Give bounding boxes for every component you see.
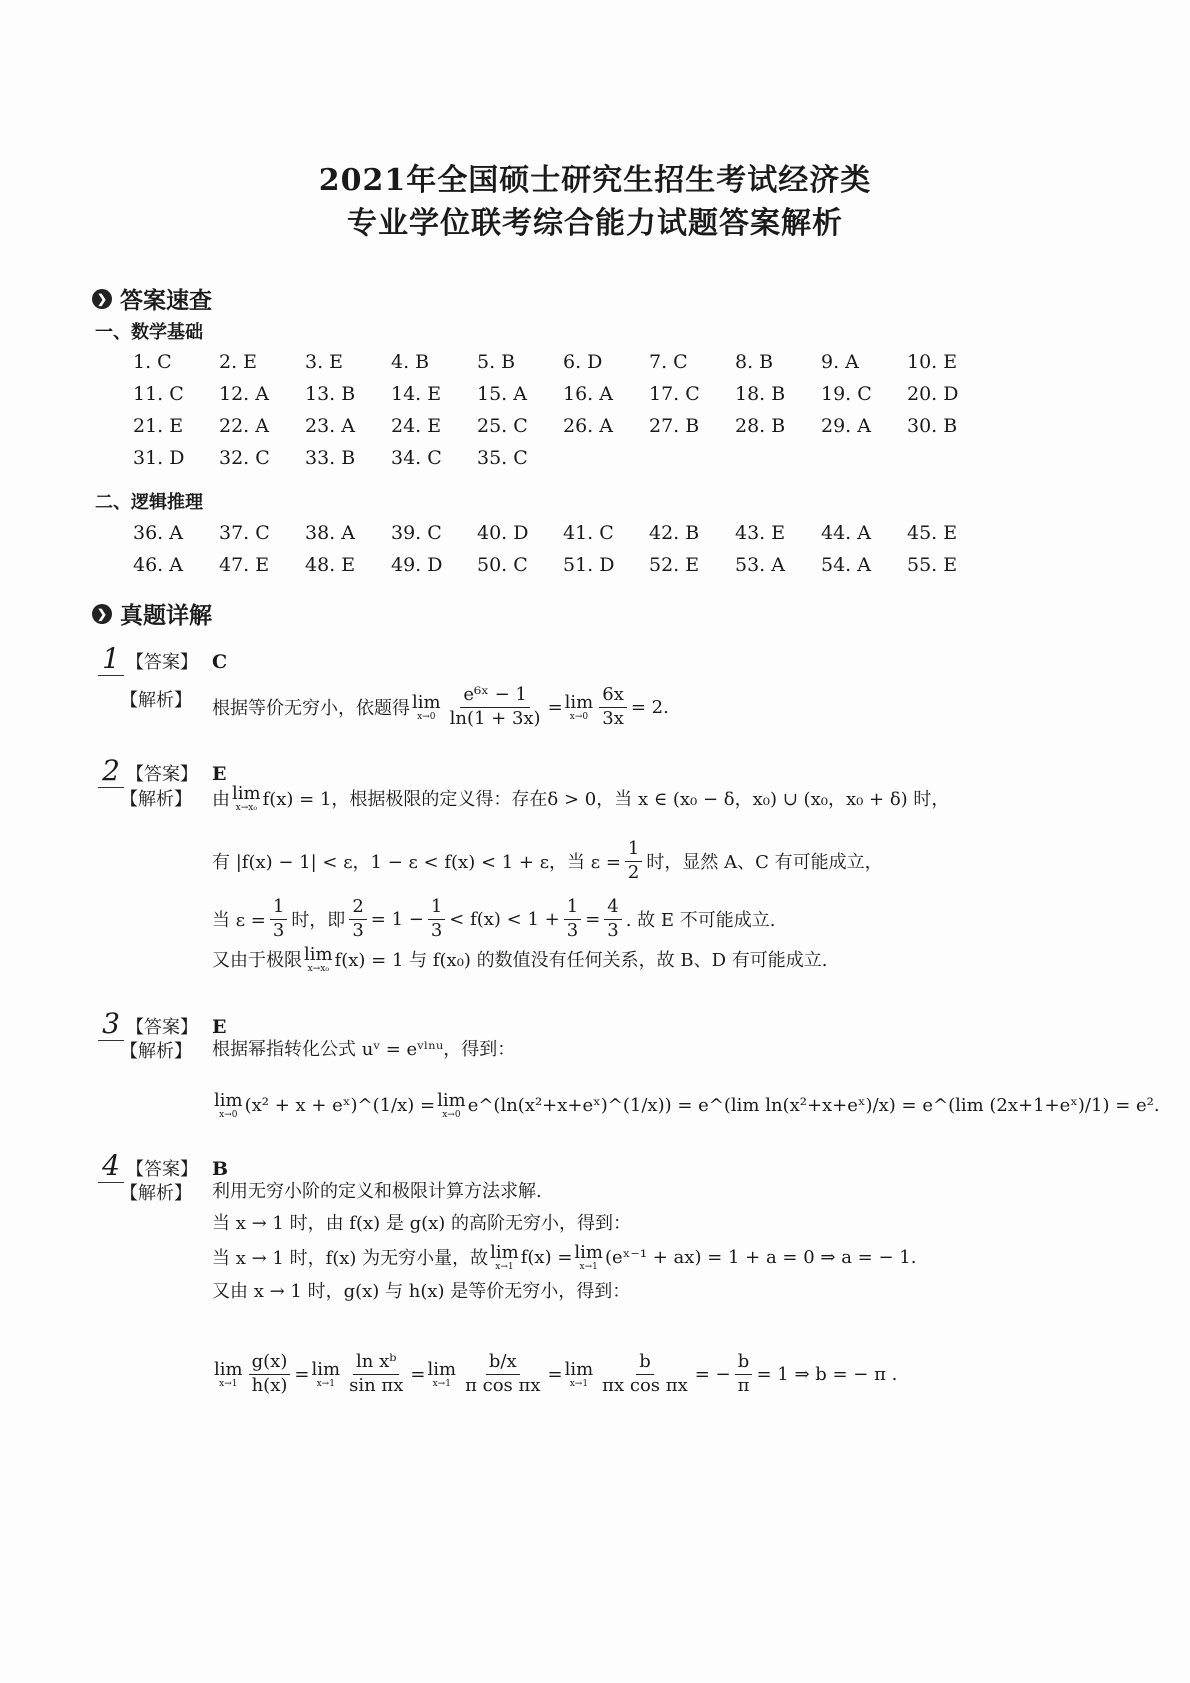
numerator: 1 [428, 896, 445, 920]
lim-word: lim [574, 1242, 604, 1263]
question-number: 2 [98, 754, 124, 788]
answer-item: 47. E [219, 554, 270, 576]
analysis-line [212, 1277, 630, 1303]
analysis-tag: 【解析】 [120, 1183, 192, 1204]
answer-item: 44. A [821, 522, 871, 544]
lim-word: lim [412, 692, 441, 713]
answer-item: 17. C [649, 383, 700, 405]
limit-operator [565, 1359, 594, 1389]
lim-subscript: x→0 [219, 1110, 238, 1120]
limit-operator [427, 1359, 456, 1389]
answer-value: B [212, 1158, 229, 1180]
denominator: 3 [607, 919, 619, 941]
answer-item: 2. E [219, 351, 258, 373]
text-run: 时，显然 A、C 有可能成立， [646, 852, 883, 873]
answer-item: 36. A [133, 522, 183, 544]
question-number: 1 [98, 642, 124, 676]
text-run: = − [694, 1363, 731, 1385]
answer-item: 21. E [133, 415, 184, 437]
text-run: 根据等价无穷小，依题得 [212, 698, 410, 719]
limit-operator [437, 1090, 466, 1120]
question-number: 4 [98, 1149, 124, 1183]
text-run: . 故 E 不可能成立. [625, 910, 776, 931]
answer-item: 24. E [391, 415, 442, 437]
text-run: 利用无穷小阶的定义和极限计算方法求解. [212, 1181, 542, 1202]
logic-answer-grid [133, 522, 993, 576]
heading-text: 答案速查 [120, 287, 212, 314]
fraction [604, 896, 621, 942]
text-run: 时，即 [291, 910, 346, 931]
analysis-tag: 【解析】 [120, 690, 192, 711]
text-run: = [585, 908, 601, 930]
text-run: = [547, 1363, 563, 1385]
answer-item: 27. B [649, 415, 700, 437]
question-answer-header [98, 754, 226, 788]
limit-operator [214, 1090, 243, 1120]
fraction [599, 1351, 691, 1397]
answer-item: 15. A [477, 383, 527, 405]
answer-item: 26. A [563, 415, 613, 437]
answer-tag: 【答案】 [126, 652, 198, 673]
analysis-line [212, 944, 828, 974]
question-answer-header [98, 1149, 228, 1183]
answer-item: 37. C [219, 522, 270, 544]
fraction [564, 896, 581, 942]
text-run: 根据幂指转化公式 uᵛ = eᵛˡⁿᵘ，得到： [212, 1039, 516, 1060]
answer-item: 48. E [305, 554, 356, 576]
answer-item: 43. E [735, 522, 786, 544]
lim-subscript: x→1 [432, 1379, 451, 1389]
text-run: = [547, 696, 563, 718]
analysis-line [212, 684, 669, 730]
fraction [447, 684, 544, 730]
answer-item: 23. A [305, 415, 355, 437]
denominator: h(x) [251, 1374, 288, 1396]
numerator: 2 [349, 896, 366, 920]
answer-item: 40. D [477, 522, 529, 544]
title-line-2: 专业学位联考综合能力试题答案解析 [347, 206, 843, 241]
lim-subscript: x→1 [579, 1262, 598, 1272]
denominator: 2 [627, 861, 640, 883]
answer-item: 33. B [305, 447, 356, 469]
analysis-line [212, 1177, 542, 1203]
lim-subscript: x→1 [316, 1379, 335, 1389]
lim-word: lim [427, 1359, 457, 1380]
text-run: < f(x) < 1 + [449, 908, 560, 930]
text-run: (eˣ⁻¹ + ax) = 1 + a = 0 ⇒ a = − 1. [605, 1246, 917, 1268]
lim-subscript: x→1 [569, 1379, 589, 1389]
answer-item: 38. A [305, 522, 355, 544]
title-line-1: 2021年全国硕士研究生招生考试经济类 [318, 163, 872, 198]
limit-operator [311, 1359, 340, 1389]
answer-item: 28. B [735, 415, 786, 437]
answer-item: 3. E [305, 351, 344, 373]
text-run: = 1 − [370, 908, 424, 930]
numerator: b [735, 1351, 753, 1375]
denominator: 3 [430, 919, 443, 941]
text-run: = [294, 1363, 310, 1385]
heading-text: 真题详解 [120, 602, 212, 629]
limit-operator [232, 783, 261, 813]
analysis-tag: 【解析】 [120, 1041, 192, 1062]
numerator: b/x [486, 1351, 520, 1375]
answer-tag: 【答案】 [126, 764, 198, 785]
lim-subscript: x→0 [442, 1110, 461, 1120]
text-run: 当 x → 1 时，由 f(x) 是 g(x) 的高阶无穷小，得到： [212, 1213, 632, 1234]
numerator: 4 [604, 896, 621, 920]
fraction [599, 684, 627, 730]
lim-word: lim [564, 692, 594, 713]
limit-operator [304, 944, 333, 974]
text-run: 有 |f(x) − 1| < ε，1 − ε < f(x) < 1 + ε，当 ε = [212, 852, 621, 873]
answer-item: 30. B [907, 415, 958, 437]
text-run: = 2. [630, 696, 669, 718]
lim-word: lim [304, 944, 333, 965]
text-run: (x² + x + eˣ)^(1/x) = [244, 1094, 436, 1116]
answer-item: 14. E [391, 383, 442, 405]
question-answer-header [98, 642, 227, 676]
arrow-circle-icon: ❯ [92, 604, 112, 624]
analysis-line [212, 1090, 1160, 1120]
answer-value: E [212, 1016, 227, 1038]
limit-operator [412, 692, 441, 722]
denominator: π cos πx [465, 1374, 541, 1396]
numerator: e⁶ˣ − 1 [460, 684, 529, 708]
text-run: = 1 ⇒ b = − π . [756, 1363, 898, 1385]
analysis-line [212, 896, 775, 942]
limit-operator [214, 1359, 243, 1389]
answer-item: 41. C [563, 522, 614, 544]
lim-word: lim [490, 1242, 519, 1263]
answer-item: 20. D [907, 383, 959, 405]
answer-item: 49. D [391, 554, 443, 576]
fraction [462, 1351, 543, 1397]
analysis-line [212, 783, 949, 813]
text-run: f(x) = 1 与 f(x₀) 的数值没有任何关系，故 B、D 有可能成立. [334, 950, 828, 971]
text-run: 由 [212, 789, 230, 810]
numerator: b [636, 1351, 654, 1375]
denominator: 3 [272, 919, 285, 941]
text-run: e^(ln(x²+x+eˣ)^(1/x)) = e^(lim ln(x²+x+eˣ)/x) = e^(lim (2x+1+eˣ)/1) = e². [467, 1094, 1160, 1116]
answer-item: 35. C [477, 447, 528, 469]
answer-item: 10. E [907, 351, 958, 373]
fraction [249, 1351, 291, 1397]
answer-value: C [212, 651, 228, 673]
numerator: 1 [564, 896, 581, 920]
answer-item: 50. C [477, 554, 528, 576]
answer-item: 53. A [735, 554, 785, 576]
fraction [735, 1351, 753, 1397]
answer-item: 39. C [391, 522, 442, 544]
answer-item: 29. A [821, 415, 871, 437]
lim-word: lim [437, 1090, 466, 1111]
lim-subscript: x→0 [569, 712, 589, 722]
answer-item: 54. A [821, 554, 871, 576]
text-run: 当 x → 1 时，f(x) 为无穷小量，故 [212, 1248, 489, 1269]
limit-operator [490, 1242, 519, 1272]
analysis-line [212, 1242, 916, 1272]
answer-item: 5. B [477, 351, 516, 373]
answer-item: 34. C [391, 447, 442, 469]
math-answer-grid [133, 351, 993, 469]
answer-item: 6. D [563, 351, 603, 373]
answer-tag: 【答案】 [126, 1017, 198, 1038]
limit-operator [574, 1242, 603, 1272]
limit-operator [565, 692, 594, 722]
answer-value: E [212, 763, 227, 785]
text-run: 当 ε = [212, 910, 266, 931]
lim-subscript: x→1 [219, 1379, 238, 1389]
numerator: ln xᵇ [353, 1351, 399, 1375]
denominator: πx cos πx [602, 1374, 688, 1396]
answer-item: 8. B [735, 351, 774, 373]
answer-item: 46. A [133, 554, 183, 576]
math-heading: 一、数学基础 [95, 322, 203, 343]
answer-item: 12. A [219, 383, 269, 405]
numerator: 6x [599, 684, 627, 708]
lim-word: lim [311, 1359, 341, 1380]
answer-item: 16. A [563, 383, 613, 405]
answer-item: 13. B [305, 383, 356, 405]
analysis-line [212, 838, 883, 884]
text-run: 又由 x → 1 时，g(x) 与 h(x) 是等价无穷小，得到： [212, 1281, 631, 1302]
denominator: 3 [566, 919, 579, 941]
lim-word: lim [214, 1359, 243, 1380]
analysis-line [212, 1351, 897, 1397]
denominator: 3x [602, 707, 624, 729]
question-number: 3 [98, 1007, 124, 1041]
answer-item: 7. C [649, 351, 688, 373]
lim-word: lim [232, 783, 261, 804]
numerator: 1 [625, 838, 642, 862]
fraction [625, 838, 642, 884]
text-run: f(x) = 1，根据极限的定义得：存在δ > 0，当 x ∈ (x₀ − δ，x₀) ∪ (x₀，x₀ + δ) 时， [262, 789, 950, 810]
fraction [346, 1351, 406, 1397]
answer-item: 32. C [219, 447, 270, 469]
lim-subscript: x→1 [495, 1262, 514, 1272]
lim-subscript: x→0 [417, 712, 436, 722]
question-answer-header [98, 1007, 226, 1041]
lim-subscript: x→x₀ [235, 803, 257, 813]
fraction [428, 896, 445, 942]
lim-subscript: x→x₀ [307, 964, 329, 974]
analysis-line [212, 1209, 631, 1235]
answer-item: 9. A [821, 351, 859, 373]
text-run: = [410, 1363, 426, 1385]
lim-word: lim [214, 1090, 243, 1111]
denominator: π [737, 1374, 750, 1396]
answer-item: 18. B [735, 383, 786, 405]
answer-item: 11. C [133, 383, 184, 405]
answer-item: 52. E [649, 554, 700, 576]
arrow-circle-icon: ❯ [92, 289, 112, 309]
numerator: 1 [270, 896, 287, 920]
fraction [349, 896, 366, 942]
answer-item: 31. D [133, 447, 185, 469]
answer-item: 55. E [907, 554, 958, 576]
fraction [270, 896, 287, 942]
answer-tag: 【答案】 [126, 1159, 198, 1180]
answer-item: 42. B [649, 522, 700, 544]
numerator: g(x) [249, 1351, 291, 1375]
answer-item: 51. D [563, 554, 615, 576]
text-run: 又由于极限 [212, 950, 302, 971]
logic-heading: 二、逻辑推理 [95, 492, 203, 513]
answer-item: 22. A [219, 415, 269, 437]
detail-heading [92, 597, 212, 630]
answer-item: 45. E [907, 522, 958, 544]
answer-item: 4. B [391, 351, 430, 373]
lim-word: lim [564, 1359, 594, 1380]
quick-answers-heading [92, 282, 212, 315]
answer-item: 1. C [133, 351, 172, 373]
answer-item: 19. C [821, 383, 872, 405]
answer-item: 25. C [477, 415, 528, 437]
analysis-tag: 【解析】 [120, 789, 192, 810]
analysis-line [212, 1035, 515, 1061]
denominator: sin πx [349, 1374, 404, 1396]
text-run: f(x) = [520, 1246, 573, 1268]
denominator: ln(1 + 3x) [449, 707, 541, 729]
denominator: 3 [352, 919, 364, 941]
